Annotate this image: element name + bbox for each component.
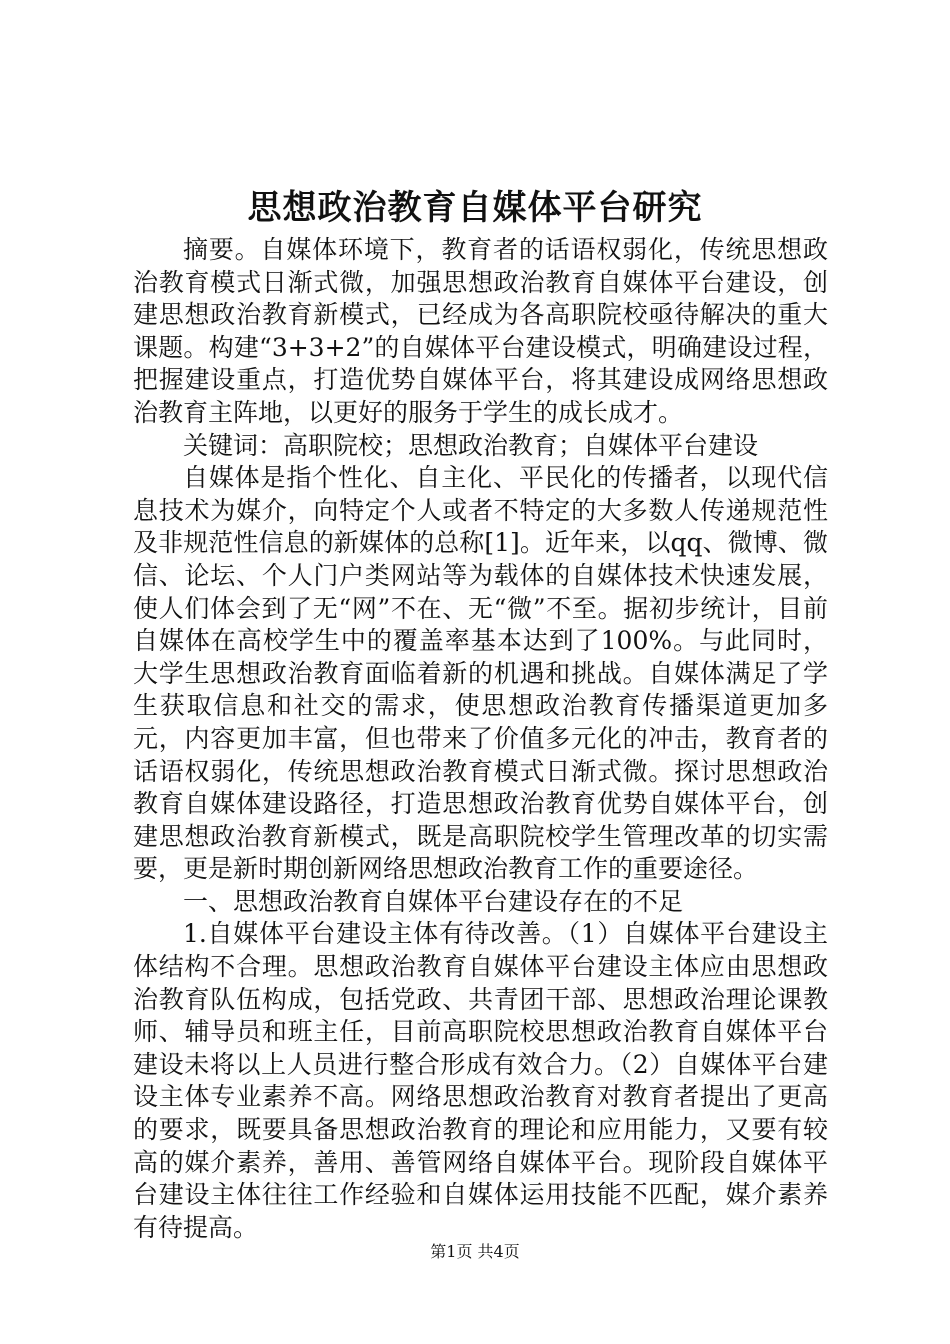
section-paragraph: 1.自媒体平台建设主体有待改善。（1）自媒体平台建设主体结构不合理。思想政治教育自媒体平台建设主体应由思想政治教育队伍构成，包括党政、共青团干部、思想政治理论课教师、辅导员和班主任，目前高职院校思想政治教育自媒体平台建设未将以上人员进行整合形成有效合力。（2）自媒体平台建设主体专业素养不高。网络思想政治教育对教育者提出了更高的要求，既要具备思想政治教育的理论和应用能力，又要有较高的媒介素养，善用、善管网络自媒体平台。现阶段自媒体平台建设主体往往工作经验和自媒体运用技能不匹配，媒介素养有待提高。	[133, 919, 828, 1242]
section-heading: 一、思想政治教育自媒体平台建设存在的不足	[183, 886, 684, 916]
document-body	[133, 234, 828, 1244]
document-title: 思想政治教育自媒体平台研究	[247, 188, 703, 228]
keywords-paragraph: 关键词：高职院校；思想政治教育；自媒体平台建设	[183, 430, 759, 460]
page-footer: 第1页 共4页	[430, 1242, 520, 1261]
intro-paragraph: 自媒体是指个性化、自主化、平民化的传播者，以现代信息技术为媒介，向特定个人或者不特定的大多数人传递规范性及非规范性信息的新媒体的总称[1]。近年来，以qq、微博、微信、论坛、个人门户类网站等为载体的自媒体技术快速发展，使人们体会到了无“网”不在、无“微”不至。据初步统计，目前自媒体在高校学生中的覆盖率基本达到了100%。与此同时，大学生思想政治教育面临着新的机遇和挑战。自媒体满足了学生获取信息和社交的需求，使思想政治教育传播渠道更加多元，内容更加丰富，但也带来了价值多元化的冲击，教育者的话语权弱化，传统思想政治教育模式日渐式微。探讨思想政治教育自媒体建设路径，打造思想政治教育优势自媒体平台，创建思想政治教育新模式，既是高职院校学生管理改革的切实需要，更是新时期创新网络思想政治教育工作的重要途径。	[133, 463, 828, 884]
abstract-paragraph: 摘要。自媒体环境下，教育者的话语权弱化，传统思想政治教育模式日渐式微，加强思想政治教育自媒体平台建设，创建思想政治教育新模式，已经成为各高职院校亟待解决的重大课题。构建“3+3+2”的自媒体平台建设模式，明确建设过程，把握建设重点，打造优势自媒体平台，将其建设成网络思想政治教育主阵地，以更好的服务于学生的成长成才。	[133, 235, 828, 427]
